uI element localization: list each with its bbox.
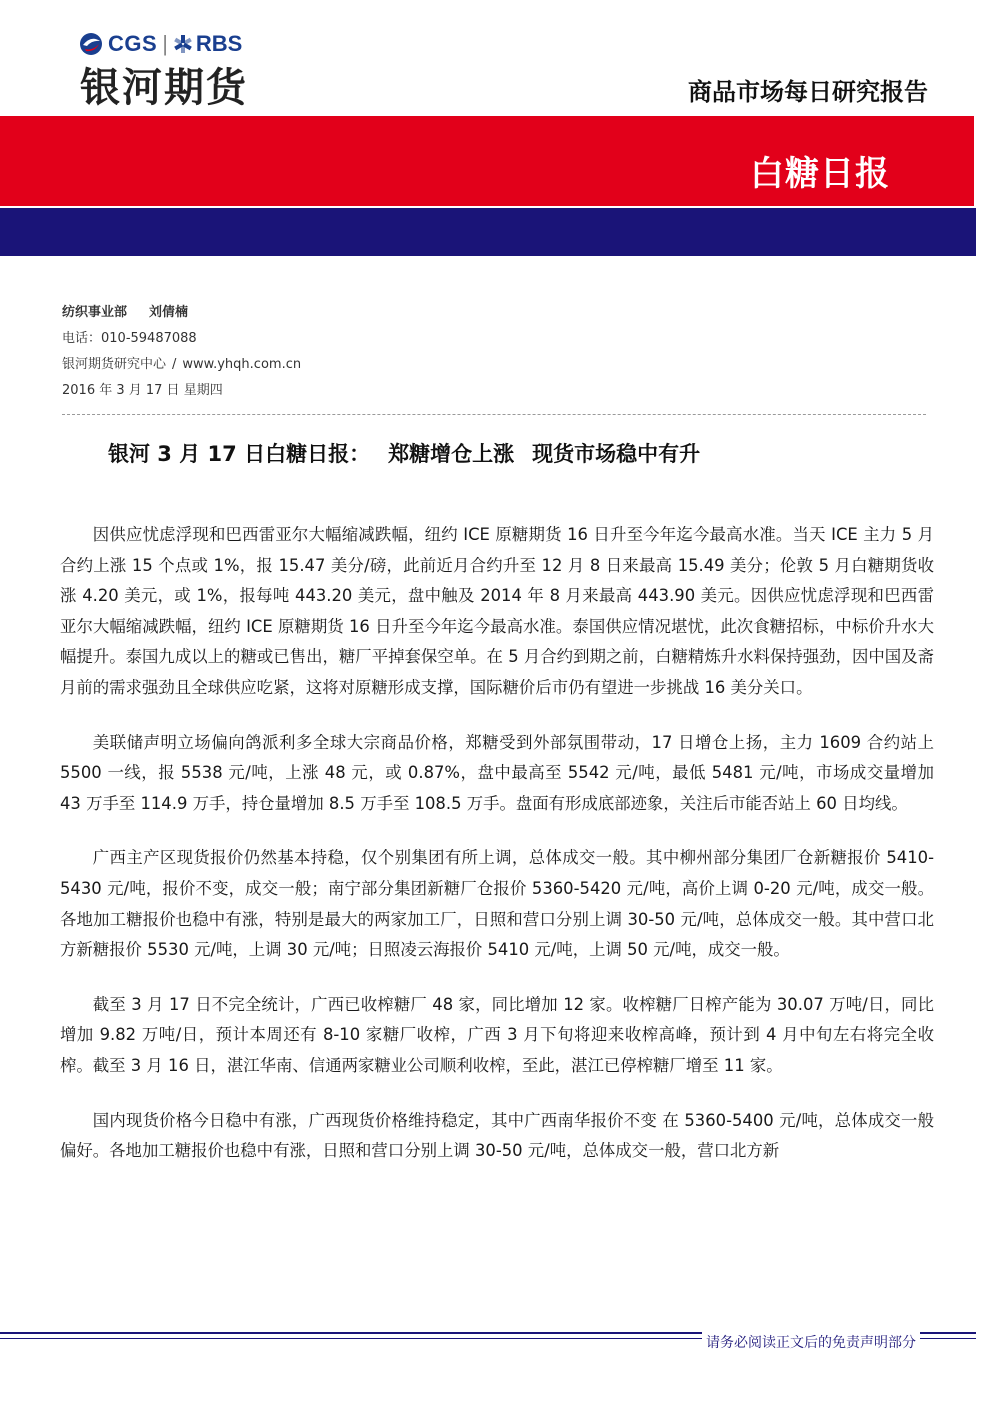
navy-band: [0, 208, 976, 256]
website-link[interactable]: www.yhqh.com.cn: [182, 357, 302, 372]
logo-rbs-text: RBS: [195, 31, 243, 56]
author-meta: [62, 300, 301, 404]
rbs-daisy-icon: [173, 34, 193, 54]
report-type-title: 商品市场每日研究报告: [688, 78, 928, 106]
headline-part-3: 现货市场稳中有升: [532, 442, 701, 466]
footer-disclaimer: 请务必阅读正文后的免责声明部分: [702, 1332, 920, 1352]
phone: 电话：010-59487088: [62, 331, 197, 346]
paragraph: 美联储声明立场偏向鸽派利多全球大宗商品价格，郑糖受到外部氛围带动，17 日增仓上扬，主力 1609 合约站上 5500 一线，报 5538 元/吨，上涨 48 元，或 0.87%，盘中最高至 5542 元/吨，最低 5481 元/吨，市场成交量增加 43 万手至 114.9 万手，持仓量增加 8.5 万手至 108.5 万手。盘面有形成底部迹象，关注后市能否站上 60 日均线。: [60, 732, 934, 813]
article-body: [60, 520, 934, 1191]
brand-name: 银河期货: [80, 65, 248, 111]
company-logo: [78, 30, 278, 114]
paragraph: 广西主产区现货报价仍然基本持稳，仅个别集团有所上调，总体成交一般。其中柳州部分集团厂仓新糖报价 5410-5430 元/吨，报价不变，成交一般；南宁部分集团新糖厂仓报价 5360-5420 元/吨，高价上调 0-20 元/吨，成交一般。各地加工糖报价也稳中有涨，特别是最大的两家加工厂，日照和营口分别上调 30-50 元/吨，总体成交一般。其中营口北方新糖报价 5530 元/吨，上调 30 元/吨；日照凌云海报价 5410 元/吨，上调 50 元/吨，成交一般。: [60, 848, 934, 960]
headline-part-1: 银河 3 月 17 日白糖日报：: [108, 442, 371, 466]
logo-cgs-text: CGS: [108, 31, 158, 56]
logo-row: [78, 30, 242, 58]
org-name: 银河期货研究中心: [62, 357, 167, 372]
author-name: 刘倩楠: [149, 305, 189, 320]
org-line: [62, 352, 301, 378]
headline-part-2: 郑糖增仓上涨: [388, 442, 515, 466]
cgs-swirl-icon: [78, 32, 104, 56]
paragraph: 国内现货价格今日稳中有涨，广西现货价格维持稳定，其中广西南华报价不变 在 5360-5400 元/吨，总体成交一般偏好。各地加工糖报价也稳中有涨，日照和营口分别上调 30-50 元/吨，总体成交一般，营口北方新: [60, 1110, 934, 1161]
org-separator: /: [172, 357, 177, 372]
report-band-title: 白糖日报: [750, 154, 890, 194]
meta-divider: [62, 414, 926, 415]
report-date: 2016 年 3 月 17 日 星期四: [62, 383, 223, 398]
author-line: [62, 300, 301, 326]
paragraph: 截至 3 月 17 日不完全统计，广西已收榨糖厂 48 家，同比增加 12 家。收榨糖厂日榨产能为 30.07 万吨/日，同比增加 9.82 万吨/日，预计本周还有 8-10 家糖厂收榨，广西 3 月下旬将迎来收榨高峰，预计到 4 月中旬左右将完全收榨。截至 3 月 16 日，湛江华南、信通两家糖业公司顺利收榨，至此，湛江已停榨糖厂增至 11 家。: [60, 994, 934, 1075]
logo-divider: |: [162, 31, 168, 56]
department: 纺织事业部: [62, 305, 128, 320]
paragraph: 因供应忧虑浮现和巴西雷亚尔大幅缩减跌幅，纽约 ICE 原糖期货 16 日升至今年迄今最高水准。当天 ICE 主力 5 月合约上涨 15 个点或 1%，报 15.47 美分/磅，此前近月合约升至 12 月 8 日来最高 15.49 美分；伦敦 5 月白糖期货收涨 4.20 美元，或 1%，报每吨 443.20 美元，盘中触及 2014 年 8 月来最高 443.90 美元。因供应忧虑浮现和巴西雷亚尔大幅缩减跌幅，纽约 ICE 原糖期货 16 日升至今年迄今最高水准。泰国供应情况堪忧，此次食糖招标，中标价升水大幅提升。泰国九成以上的糖或已售出，糖厂平掉套保空单。在 5 月合约到期之前，白糖精炼升水料保持强劲，因中国及斋月前的需求强劲且全球供应吃紧，这将对原糖形成支撑，国际糖价后市仍有望进一步挑战 16 美分关口。: [60, 525, 934, 697]
article-headline: [108, 438, 700, 468]
